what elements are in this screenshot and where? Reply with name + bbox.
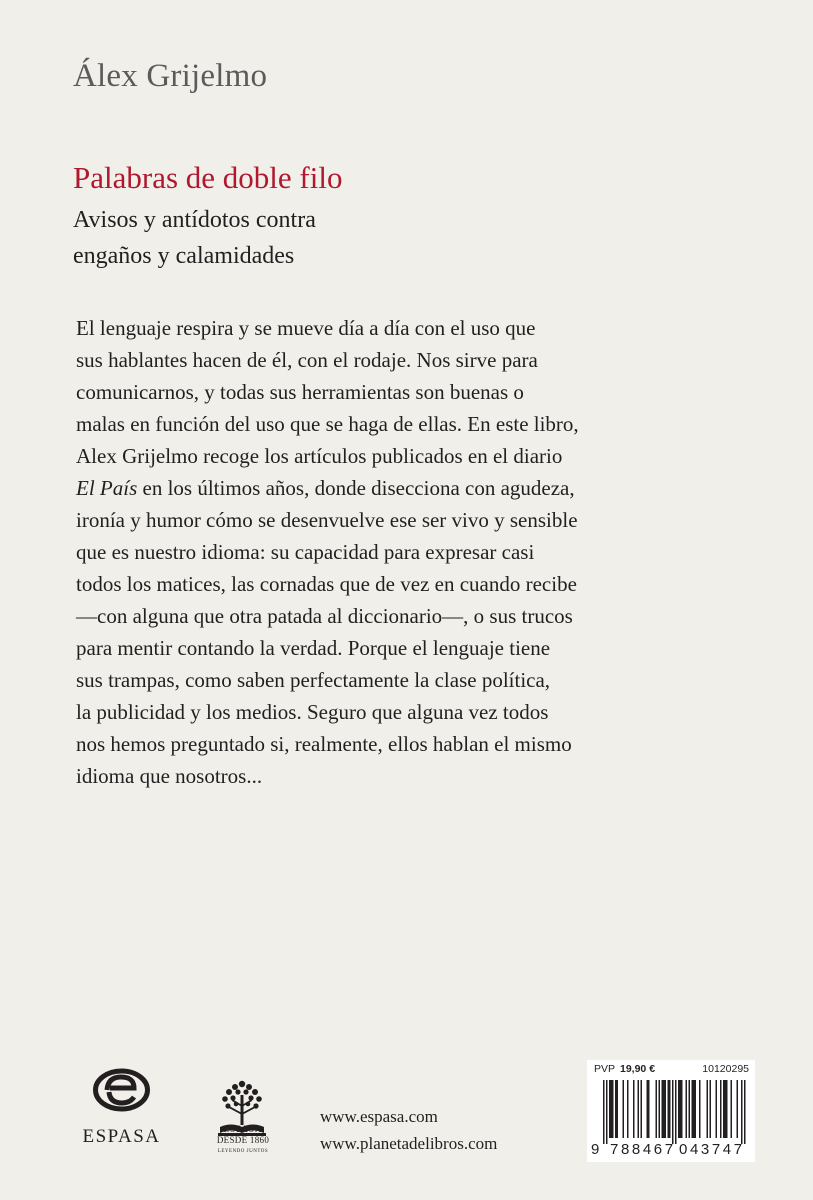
barcode-bar <box>611 1080 613 1138</box>
blurb-line: que es nuestro idioma: su capacidad para expresar casi <box>76 540 535 564</box>
isbn-first-digit: 9 <box>591 1141 600 1158</box>
barcode-bar <box>686 1080 688 1138</box>
barcode-bar <box>663 1080 665 1138</box>
subtitle-line: engaños y calamidades <box>73 243 295 269</box>
barcode-bar <box>693 1080 695 1138</box>
blurb-line: ironía y humor cómo se desenvuelve ese ser vivo y sensible <box>76 508 578 532</box>
barcode-bar <box>741 1080 743 1144</box>
barcode-bar <box>668 1080 670 1138</box>
blurb-line: —con alguna que otra patada al diccionario—, o sus trucos <box>76 604 573 628</box>
barcode-bar <box>675 1080 677 1144</box>
barcode-bar <box>680 1080 682 1138</box>
blurb-line: la publicidad y los medios. Seguro que alguna vez todos <box>76 700 549 724</box>
price-row <box>594 1063 749 1077</box>
url-espasa[interactable]: www.espasa.com <box>320 1107 438 1126</box>
barcode-bar <box>681 1080 683 1138</box>
blurb-line: malas en función del uso que se haga de ellas. En este libro, <box>76 412 579 436</box>
price-label: PVP <box>594 1063 616 1075</box>
barcode-bar <box>623 1080 625 1138</box>
barcode-bar <box>617 1080 619 1138</box>
publisher-name: ESPASA <box>82 1126 161 1147</box>
product-code: 10120295 <box>702 1063 749 1075</box>
isbn-right-group: 043747 <box>679 1141 745 1158</box>
back-cover-blurb <box>76 312 756 792</box>
barcode-bar <box>606 1080 608 1144</box>
tree-logo-name: ESPASA <box>223 1124 263 1134</box>
barcode-bar <box>726 1080 728 1138</box>
book-subtitle <box>73 202 316 274</box>
book-title: Palabras de doble filo <box>73 160 343 195</box>
barcode-bar <box>647 1080 649 1138</box>
url-planetadelibros[interactable]: www.planetadelibros.com <box>320 1134 498 1153</box>
barcode-bar <box>723 1080 725 1138</box>
tree-logo-text <box>208 1124 278 1157</box>
barcode-bar <box>725 1080 727 1138</box>
barcode-bar <box>612 1080 614 1138</box>
blurb-line: nos hemos preguntado si, realmente, ellos hablan el mismo <box>76 732 572 756</box>
barcode-bar <box>662 1080 664 1138</box>
blurb-line: Alex Grijelmo recoge los artículos publicados en el diario <box>76 444 563 468</box>
barcode-bar <box>672 1080 674 1144</box>
newspaper-name: El País <box>76 476 138 500</box>
price-value: 19,90 € <box>620 1063 656 1075</box>
barcode-bar <box>648 1080 650 1138</box>
barcode-bar <box>638 1080 640 1138</box>
barcode-box <box>587 1060 755 1162</box>
barcode-bar <box>678 1080 680 1138</box>
barcode-bar <box>744 1080 746 1144</box>
blurb-line: para mentir contando la verdad. Porque el lenguaje tiene <box>76 636 551 660</box>
barcode-bar <box>627 1080 629 1138</box>
barcode-bar <box>603 1080 605 1144</box>
barcode-bar <box>737 1080 739 1138</box>
barcode-bar <box>692 1080 694 1138</box>
blurb-line: El lenguaje respira y se mueve día a día con el uso que <box>76 316 536 340</box>
barcode-bar <box>707 1080 709 1138</box>
tree-logo-motto: LEYENDO JUNTOS <box>217 1149 269 1154</box>
barcode-bar <box>669 1080 671 1138</box>
barcode-bar <box>609 1080 611 1138</box>
blurb-line: El País en los últimos años, donde disecciona con agudeza, <box>76 476 575 500</box>
isbn-barcode <box>591 1080 751 1144</box>
author-name: Álex Grijelmo <box>73 58 268 94</box>
blurb-line: sus hablantes hacen de él, con el rodaje. Nos sirve para <box>76 348 538 372</box>
barcode-bar <box>615 1080 617 1138</box>
barcode-bar <box>659 1080 661 1138</box>
publisher-urls <box>320 1103 497 1157</box>
barcode-bar <box>720 1080 722 1138</box>
barcode-bar <box>656 1080 658 1138</box>
blurb-line: idioma que nosotros... <box>76 764 263 788</box>
subtitle-line: Avisos y antídotos contra <box>73 207 316 233</box>
barcode-bar <box>689 1080 691 1138</box>
blurb-line: todos los matices, las cornadas que de vez en cuando recibe <box>76 572 577 596</box>
barcode-bar <box>665 1080 667 1138</box>
isbn-digits <box>587 1141 755 1159</box>
barcode-bar <box>731 1080 733 1138</box>
blurb-line: comunicarnos, y todas sus herramientas son buenas o <box>76 380 524 404</box>
barcode-bar <box>641 1080 643 1138</box>
barcode-bar <box>716 1080 718 1138</box>
barcode-bar <box>695 1080 697 1138</box>
isbn-left-group: 788467 <box>610 1141 676 1158</box>
tree-logo-since: DESDE 1860 <box>216 1135 270 1145</box>
barcode-bar <box>710 1080 712 1138</box>
barcode-bar <box>633 1080 635 1138</box>
blurb-line: sus trampas, como saben perfectamente la clase política, <box>76 668 551 692</box>
barcode-bar <box>699 1080 701 1138</box>
